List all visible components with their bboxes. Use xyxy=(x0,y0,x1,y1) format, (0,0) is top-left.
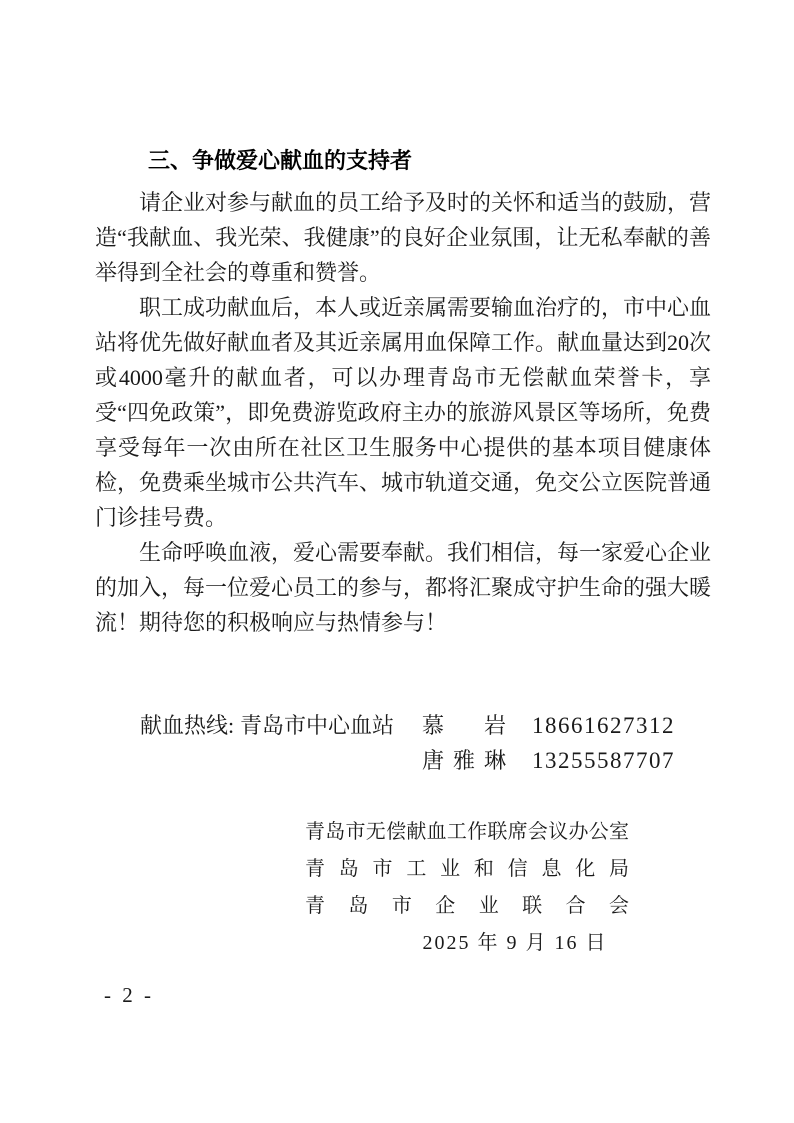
paragraph-1: 请企业对参与献血的员工给予及时的关怀和适当的鼓励，营造“我献血、我光荣、我健康”的良好企业氛围，让无私奉献的善举得到全社会的尊重和赞誉。 xyxy=(95,190,712,285)
page-number: - 2 - xyxy=(104,983,154,1007)
section-heading: 三、争做爱心献血的支持者 xyxy=(148,148,413,173)
signature-block xyxy=(305,814,629,962)
hotline-block xyxy=(95,708,711,778)
signature-org-1: 青岛市无偿献血工作联席会议办公室 xyxy=(305,821,629,843)
contact-phone-2: 13255587707 xyxy=(532,748,675,773)
contact-phone-1: 18661627312 xyxy=(532,713,675,738)
paragraph-3: 生命呼唤血液，爱心需要奉献。我们相信，每一家爱心企业的加入，每一位爱心员工的参与，都将汇聚成守护生命的强大暖流！期待您的积极响应与热情参与！ xyxy=(95,540,712,635)
signature-date: 2025 年 9 月 16 日 xyxy=(422,932,608,954)
hotline-org: 青岛市中心血站 xyxy=(240,713,395,738)
paragraph-2: 职工成功献血后，本人或近亲属需要输血治疗的，市中心血站将优先做好献血者及其近亲属用血保障工作。献血量达到20次或4000毫升的献血者，可以办理青岛市无偿献血荣誉卡，享受“四免政策”，即免费游览政府主办的旅游风景区等场所，免费享受每年一次由所在社区卫生服务中心提供的基本项目健康体检，免费乘坐城市公共汽车、城市轨道交通，免交公立医院普通门诊挂号费。 xyxy=(95,295,712,530)
contact-name-2: 唐雅琳 xyxy=(422,748,506,773)
hotline-label: 献血热线: xyxy=(140,713,235,738)
signature-org-3: 青岛市企业联合会 xyxy=(305,895,629,917)
signature-org-2: 青岛市工业和信息化局 xyxy=(305,858,629,880)
document-body xyxy=(95,143,711,962)
contact-name-1: 慕岩 xyxy=(422,713,506,738)
